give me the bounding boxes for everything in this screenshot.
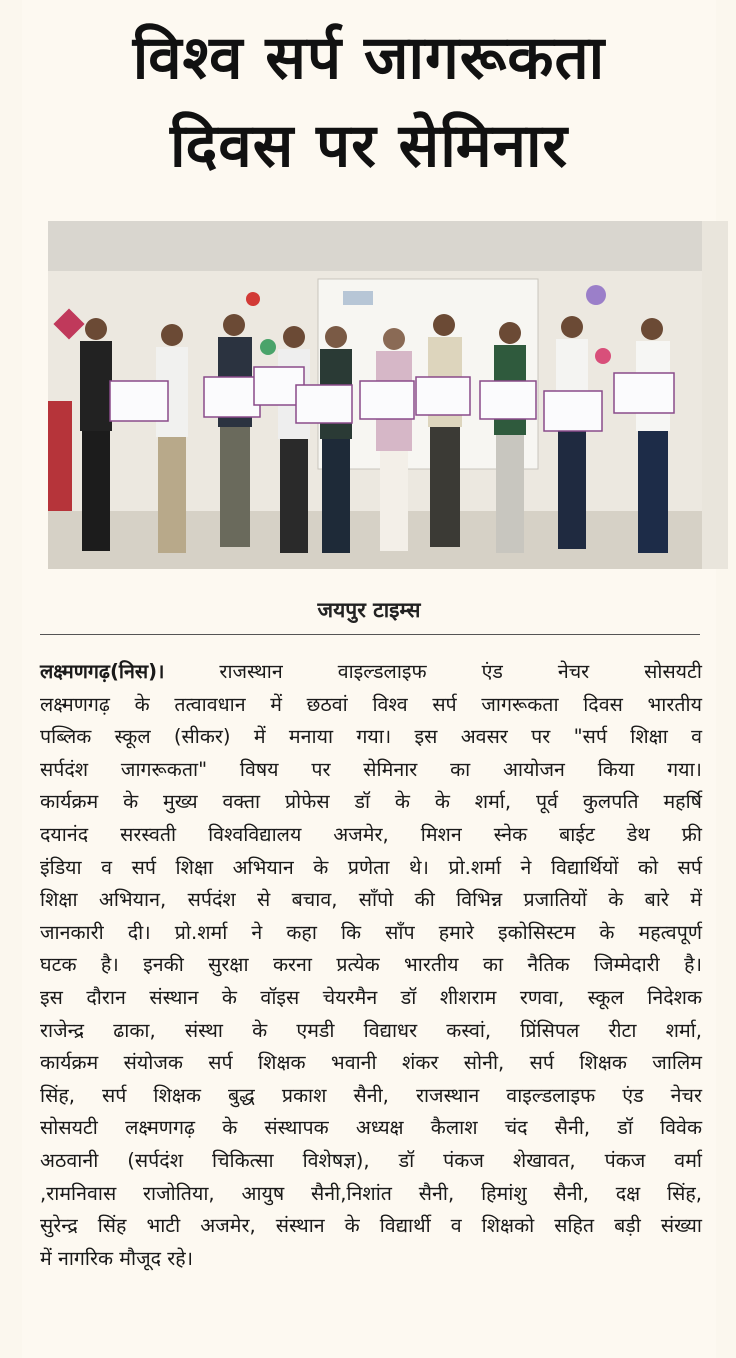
article-line: इस दौरान संस्थान के वॉइस चेयरमैन डॉ शीशराम रणवा, स्कूल निदेशक	[40, 985, 702, 1009]
article-line: सिंह, सर्प शिक्षक बुद्ध प्रकाश सैनी, राजस्थान वाइल्डलाइफ एंड नेचर	[40, 1083, 702, 1107]
article-line: शिक्षा अभियान, सर्पदंश से बचाव, साँपो की विभिन्न प्रजातियों के बारे में	[40, 888, 702, 912]
article-line: ,रामनिवास राजोतिया, आयुष सैनी,निशांत सैनी, हिमांशु सैनी, दक्ष सिंह,	[40, 1181, 702, 1205]
article-line: सोसयटी लक्ष्मणगढ़ के संस्थापक अध्यक्ष कैलाश चंद सैनी, डॉ विवेक	[40, 1116, 702, 1140]
dateline: लक्ष्मणगढ़(निस)।	[40, 660, 165, 683]
article-line: घटक है। इनकी सुरक्षा करना प्रत्येक भारतीय का नैतिक जिम्मेदारी है।	[40, 953, 702, 977]
article-line: जानकारी दी। प्रो.शर्मा ने कहा कि साँप हमारे इकोसिस्टम के महत्वपूर्ण	[40, 920, 702, 944]
divider	[40, 634, 700, 635]
article-body	[40, 656, 702, 1275]
headline-line-2: दिवस पर सेमिनार	[169, 111, 569, 181]
article-line: अठवानी (सर्पदंश चिकित्सा विशेषज्ञ), डॉ पंकज शेखावत, पंकज वर्मा	[40, 1148, 702, 1172]
article-line: सुरेन्द्र सिंह भाटी अजमेर, संस्थान के विद्यार्थी व शिक्षको सहित बड़ी संख्या	[40, 1214, 702, 1238]
article-line: राजेन्द्र ढाका, संस्था के एमडी विद्याधर कस्वां, प्रिंसिपल रीटा शर्मा,	[40, 1018, 702, 1042]
article-line: दयानंद सरस्वती विश्वविद्यालय अजमेर, मिशन स्नेक बाईट डेथ फ्री	[40, 822, 702, 846]
article-line: कार्यक्रम के मुख्य वक्ता प्रोफेस डॉ के के शर्मा, पूर्व कुलपति महर्षि	[40, 790, 702, 814]
article-text: राजस्थान वाइल्डलाइफ एंड नेचर सोसयटी	[164, 660, 702, 683]
article-line: कार्यक्रम संयोजक सर्प शिक्षक भवानी शंकर सोनी, सर्प शिक्षक जालिम	[40, 1051, 702, 1075]
article-line: पब्लिक स्कूल (सीकर) में मनाया गया। इस अवसर पर "सर्प शिक्षा व	[40, 725, 702, 749]
article-line: में नागरिक मौजूद रहे।	[40, 1246, 194, 1270]
article-line	[40, 656, 702, 689]
article-line: लक्ष्मणगढ़ के तत्वावधान में छठवां विश्व सर्प जागरूकता दिवस भारतीय	[40, 692, 702, 716]
group-photo	[48, 221, 728, 569]
headline-line-1: विश्व सर्प जागरूकता	[132, 23, 606, 93]
article-line: इंडिया व सर्प शिक्षा अभियान के प्रणेता थे। प्रो.शर्मा ने विद्यार्थियों को सर्प	[40, 855, 702, 879]
group-photo-icon	[48, 221, 702, 569]
article-line: सर्पदंश जागरूकता" विषय पर सेमिनार का आयोजन किया गया।	[40, 757, 702, 781]
source-label: जयपुर टाइम्स	[317, 598, 421, 622]
